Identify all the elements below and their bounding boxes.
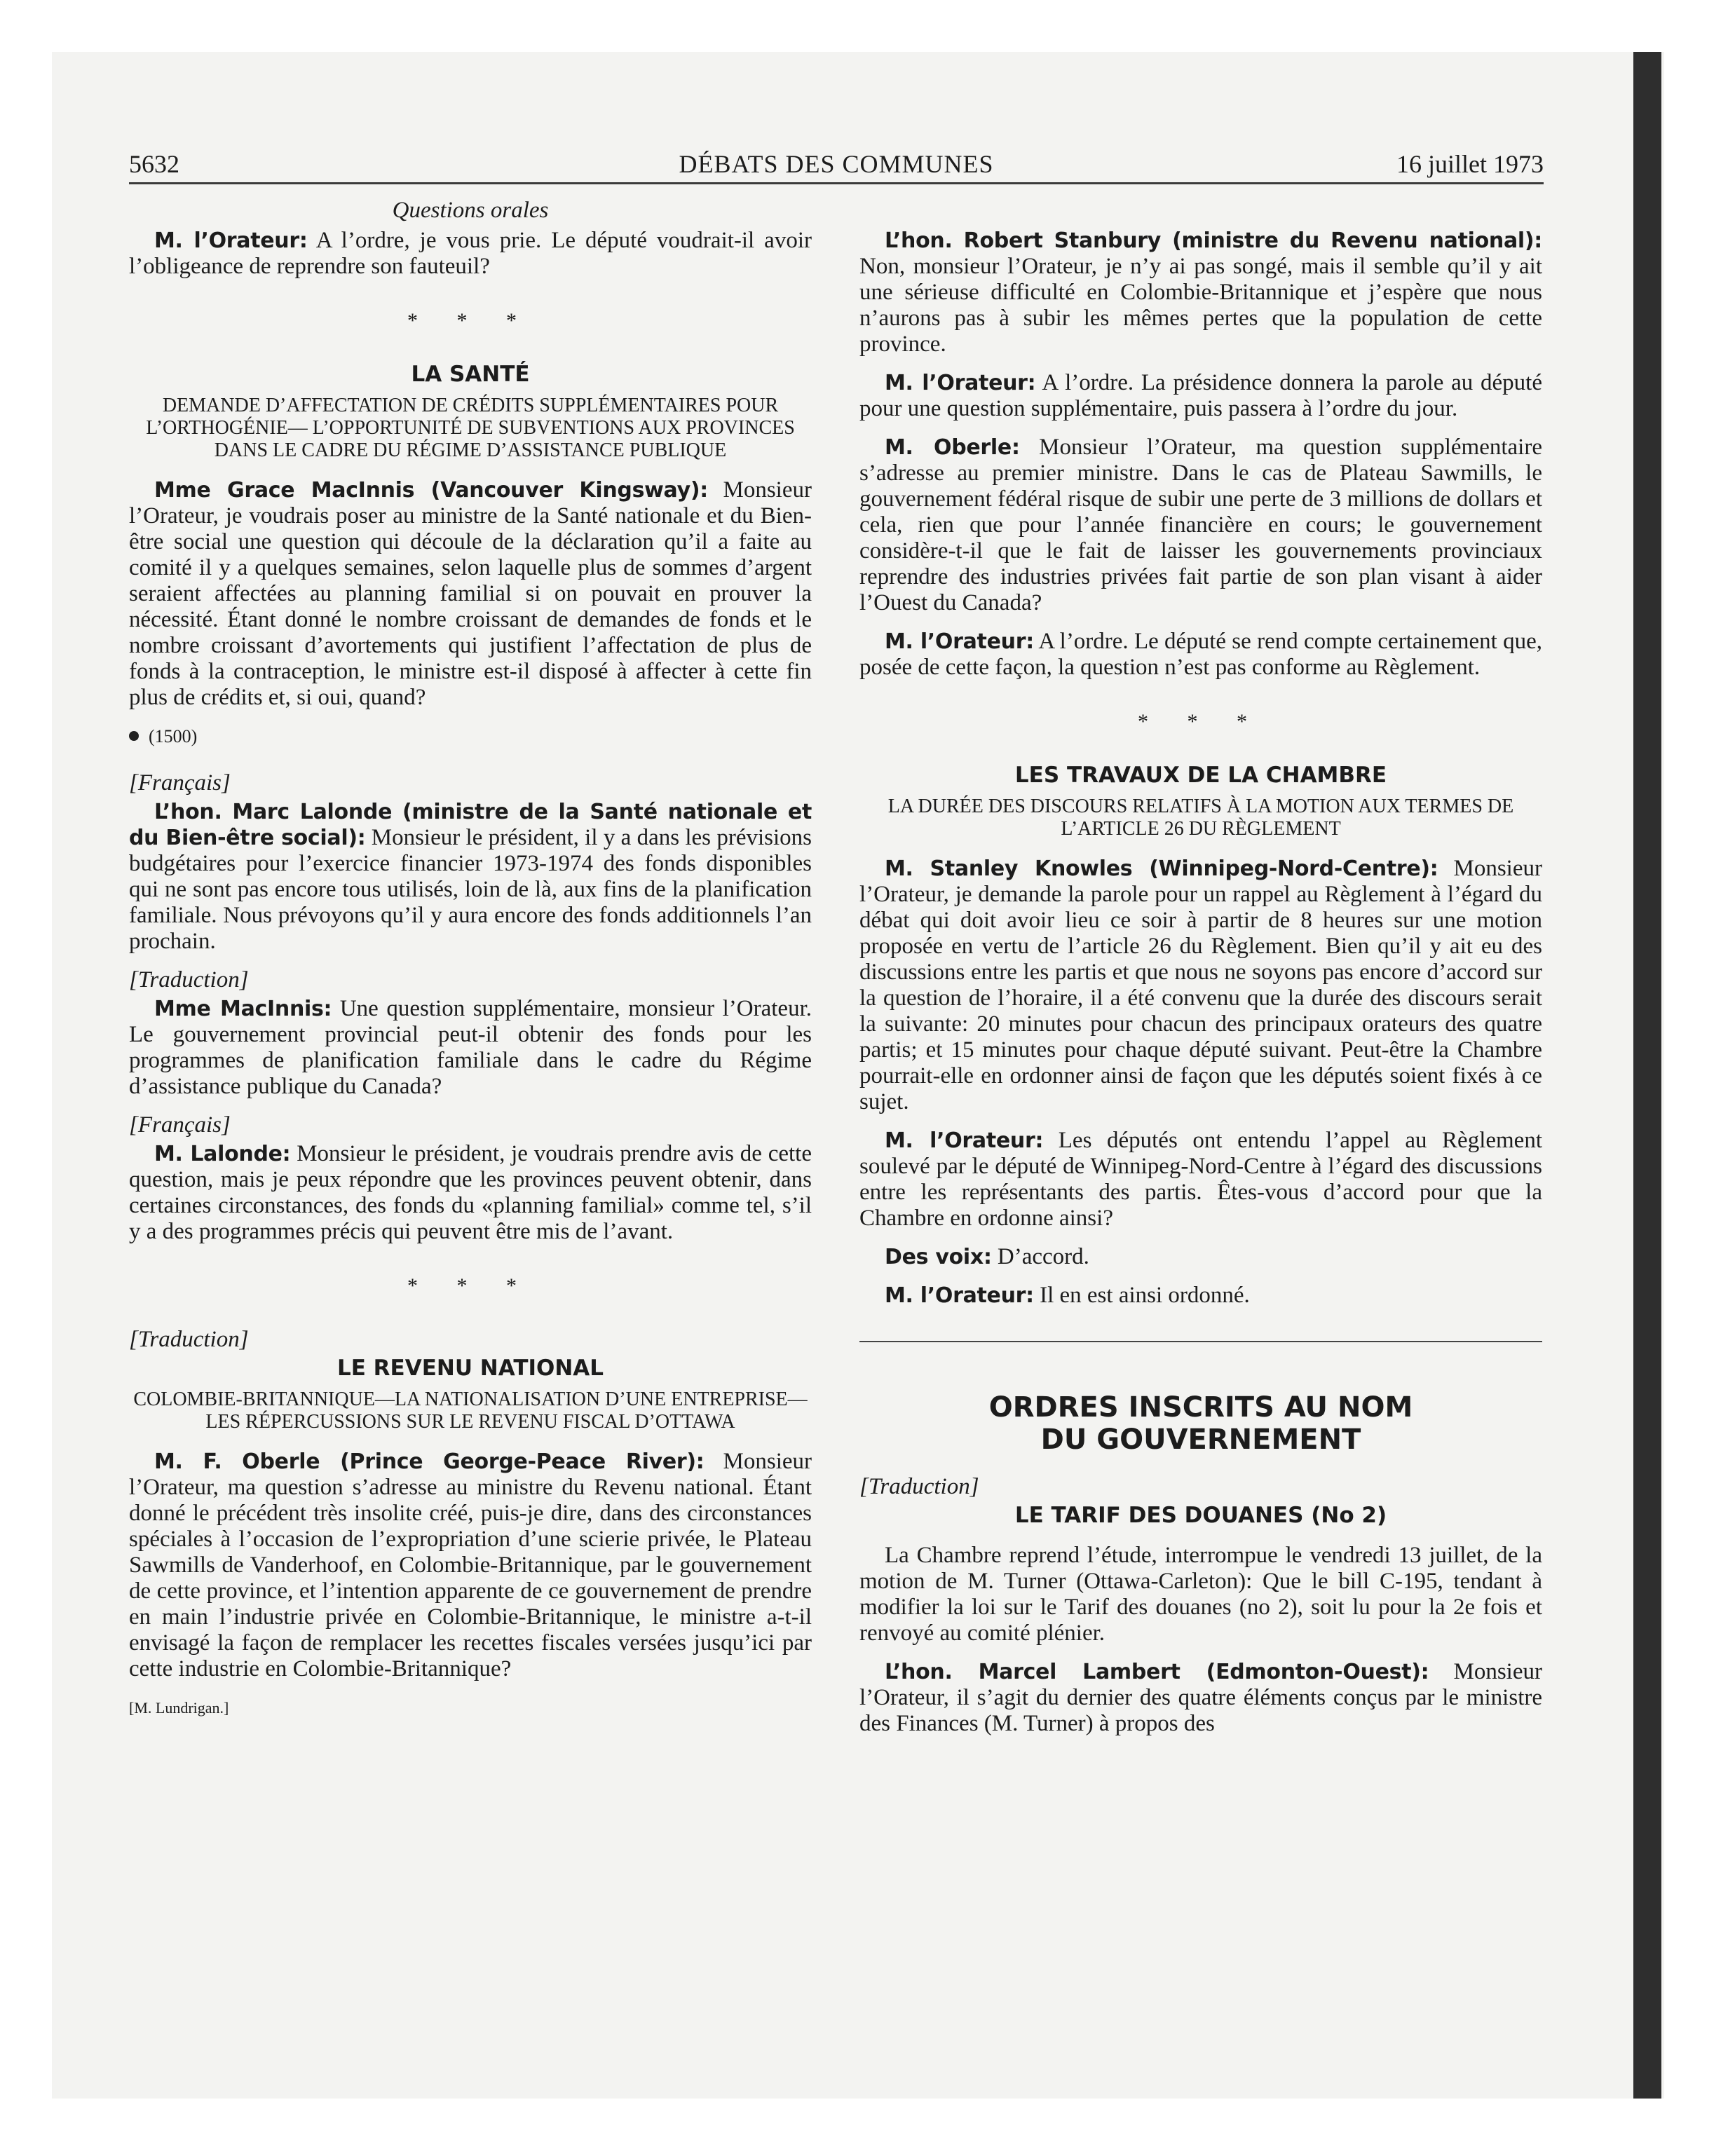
speaker: M. Stanley Knowles (Winnipeg-Nord-Centre):	[885, 857, 1438, 881]
paragraph	[129, 799, 812, 955]
language-marker: [Traduction]	[129, 1327, 249, 1352]
section-separator: * * *	[407, 1274, 533, 1297]
speaker: L’hon. Marcel Lambert (Edmonton-Ouest):	[885, 1660, 1429, 1684]
speech-text: Monsieur l’Orateur, ma question supplémentaire s’adresse au premier ministre. Dans le cas de Plateau Sawmills, le gouvernement fédéral risque de subir une perte de 3 millions de dollars et cela, rien que pour l’année financière en cours; le gouvernement considère-t-il que le fait de laisser les gouvernements provinciaux reprendre des industries privées fait partie de son plan visant à aider l’Ouest du Canada?	[859, 435, 1542, 615]
speaker: Mme MacInnis:	[154, 997, 332, 1021]
speaker: M. Oberle:	[885, 435, 1020, 460]
speech-text: A l’ordre, je vous prie. Le député voudrait-il avoir l’obligeance de reprendre son fauteuil?	[129, 228, 812, 279]
section-separator: * * *	[407, 309, 533, 332]
left-column	[129, 198, 812, 1721]
section-title: LE REVENU NATIONAL	[336, 1356, 604, 1381]
speech-text: Les députés ont entendu l’appel au Règlement soulevé par le député de Winnipeg-Nord-Centre à l’égard des discussions entre les représentants des partis. Êtes-vous d’accord pour que la Chambre en ordonne ainsi?	[859, 1128, 1542, 1231]
speaker: Des voix:	[885, 1245, 992, 1269]
paragraph	[129, 228, 812, 280]
part-heading-line: DU GOUVERNEMENT	[1040, 1424, 1361, 1456]
paragraph	[859, 370, 1542, 422]
language-marker: [Français]	[129, 770, 231, 796]
time-label: (1500)	[149, 726, 198, 746]
paragraph	[859, 1244, 1542, 1270]
speech-text: Monsieur le président, il y a dans les prévisions budgétaires pour l’exercice financier 1973-1974 des fonds disponibles qui ne sont pas encore tous utilisés, loin de là, aux fins de la planification familiale. Nous prévoyons qu’il y aura encore des fonds additionnels l’an prochain.	[129, 825, 812, 954]
paragraph	[859, 1283, 1542, 1309]
section-title: LES TRAVAUX DE LA CHAMBRE	[1014, 763, 1387, 788]
section-separator: * * *	[1138, 710, 1264, 733]
issue-date: 16 juillet 1973	[1396, 150, 1544, 178]
speech-text: Monsieur l’Orateur, je demande la parole pour un rappel au Règlement à l’égard du débat qui doit avoir lieu ce soir à partir de 8 heures sur une motion proposée en vertu de l’article 26 du Règlement. Bien qu’il y ait eu des discussions entre les partis et que nous ne soyons pas encore d’accord sur la question de l’horaire, il a été convenu que la durée des discours serait la suivante: 20 minutes pour chacun des principaux orateurs des quatre partis; et 15 minutes pour chaque député suivant. Peut-être la Chambre pourrait-elle en ordonner ainsi de façon que les députés soient fixés à ce sujet.	[859, 856, 1542, 1114]
speech-text: Non, monsieur l’Orateur, je n’y ai pas songé, mais il semble qu’il y ait une sérieuse difficulté en Colombie-Britannique et j’espère que nous n’aurons pas à subir les mêmes pertes que la population de cette province.	[859, 254, 1542, 357]
paragraph	[859, 1128, 1542, 1231]
divider	[859, 1341, 1542, 1342]
language-marker: [Français]	[129, 1112, 231, 1138]
footnote: [M. Lundrigan.]	[129, 1699, 229, 1717]
speech-text: Il en est ainsi ordonné.	[1033, 1283, 1250, 1308]
paragraph: La Chambre reprend l’étude, interrompue le vendredi 13 juillet, de la motion de M. Turner (Ottawa-Carleton): Que le bill C-195, tendant à modifier la loi sur le Tarif des douanes (no 2), soit lu pour la 2e fois et renvoyé au comité plénier.	[859, 1543, 1542, 1646]
bullet-icon	[129, 731, 139, 741]
speech-text: Monsieur l’Orateur, je voudrais poser au ministre de la Santé nationale et du Bien-être social une question qui découle de la déclaration qu’il a faite au comité il y a quelques semaines, selon laquelle plus de sommes d’argent seraient affectées au planning familial si on pouvait en prouver la nécessité. Étant donné le nombre croissant de demandes de fonds et le nombre croissant d’avortements qui justifient l’affectation de plus de fonds à la contraception, le ministre est-il disposé à affecter à cette fin plus de crédits et, si oui, quand?	[129, 477, 812, 710]
section-subtitle: LA DURÉE DES DISCOURS RELATIFS À LA MOTION AUX TERMES DE L’ARTICLE 26 DU RÈGLEMENT	[887, 796, 1514, 840]
paragraph	[129, 1141, 812, 1245]
section-subtitle: COLOMBIE-BRITANNIQUE—LA NATIONALISATION D’UNE ENTREPRISE—LES RÉPERCUSSIONS SUR LE REVENU FISCAL D’OTTAWA	[133, 1389, 808, 1433]
speaker: M. F. Oberle (Prince George-Peace River):	[154, 1449, 705, 1474]
journal-title: DÉBATS DES COMMUNES	[679, 150, 994, 178]
speech-text: D’accord.	[991, 1244, 1089, 1269]
page-number: 5632	[129, 150, 179, 178]
paragraph	[129, 1449, 812, 1682]
speaker: L’hon. Marc Lalonde (ministre de la Santé nationale et du Bien-être social):	[129, 800, 812, 850]
speaker: M. l’Orateur:	[885, 1128, 1044, 1153]
paragraph	[129, 477, 812, 711]
paragraph	[129, 996, 812, 1100]
section-subtitle: DEMANDE D’AFFECTATION DE CRÉDITS SUPPLÉMENTAIRES POUR L’ORTHOGÉNIE— L’OPPORTUNITÉ DE SUBVENTIONS AUX PROVINCES DANS LE CADRE DU RÉGIME D’ASSISTANCE PUBLIQUE	[146, 395, 795, 461]
rubric-heading: Questions orales	[392, 198, 549, 223]
speaker: L’hon. Robert Stanbury (ministre du Revenu national):	[885, 228, 1542, 253]
language-marker: [Traduction]	[859, 1474, 979, 1499]
speaker: M. Lalonde:	[154, 1142, 291, 1166]
speech-text: Monsieur le président, je voudrais prendre avis de cette question, mais je peux répondre que les provinces peuvent obtenir, dans certaines circonstances, des fonds du «planning familial» comme tel, s’il y a des programmes précis qui peuvent être mis de l’avant.	[129, 1141, 812, 1244]
speaker: M. l’Orateur:	[885, 1283, 1034, 1308]
language-marker: [Traduction]	[129, 967, 249, 992]
section-title: LA SANTÉ	[411, 362, 530, 387]
paragraph	[859, 228, 1542, 357]
section-title: LE TARIF DES DOUANES (No 2)	[1014, 1503, 1387, 1528]
part-heading	[859, 1391, 1542, 1456]
paragraph	[859, 629, 1542, 681]
speech-text: A l’ordre. La présidence donnera la parole au député pour une question supplémentaire, puis passera à l’ordre du jour.	[859, 370, 1542, 421]
speech-text: Monsieur l’Orateur, il s’agit du dernier des quatre éléments conçus par le ministre des Finances (M. Turner) à propos des	[859, 1659, 1542, 1736]
speech-text: Monsieur l’Orateur, ma question s’adresse au ministre du Revenu national. Étant donné le précédent très insolite créé, puis-je dire, dans des circonstances spéciales à l’occasion de l’expropriation d’une scierie privée, le Plateau Sawmills de Vanderhoof, en Colombie-Britannique, par le gouvernement de cette province, et l’intention apparente de ce gouvernement de prendre en main l’industrie privée en Colombie-Britannique, le ministre a-t-il envisagé la façon de remplacer les recettes fiscales versées jusqu’ici par cette industrie en Colombie-Britannique?	[129, 1449, 812, 1681]
time-marker	[129, 723, 812, 749]
paragraph	[859, 435, 1542, 616]
speech-text: A l’ordre. Le député se rend compte certainement que, posée de cette façon, la question n’est pas conforme au Règlement.	[859, 629, 1542, 680]
paragraph	[859, 856, 1542, 1115]
paragraph	[859, 1659, 1542, 1737]
speaker: M. l’Orateur:	[154, 228, 308, 253]
speech-text: Une question supplémentaire, monsieur l’Orateur. Le gouvernement provincial peut-il obtenir des fonds pour les programmes de planification familiale dans le cadre du Régime d’assistance publique du Canada?	[129, 996, 812, 1099]
speaker: Mme Grace MacInnis (Vancouver Kingsway):	[154, 478, 708, 503]
speaker: M. l’Orateur:	[885, 629, 1034, 654]
part-heading-line: ORDRES INSCRITS AU NOM	[988, 1391, 1413, 1424]
right-column	[859, 198, 1542, 1749]
running-header	[129, 149, 1544, 184]
binding-edge	[1633, 52, 1661, 2099]
speaker: M. l’Orateur:	[885, 371, 1036, 395]
